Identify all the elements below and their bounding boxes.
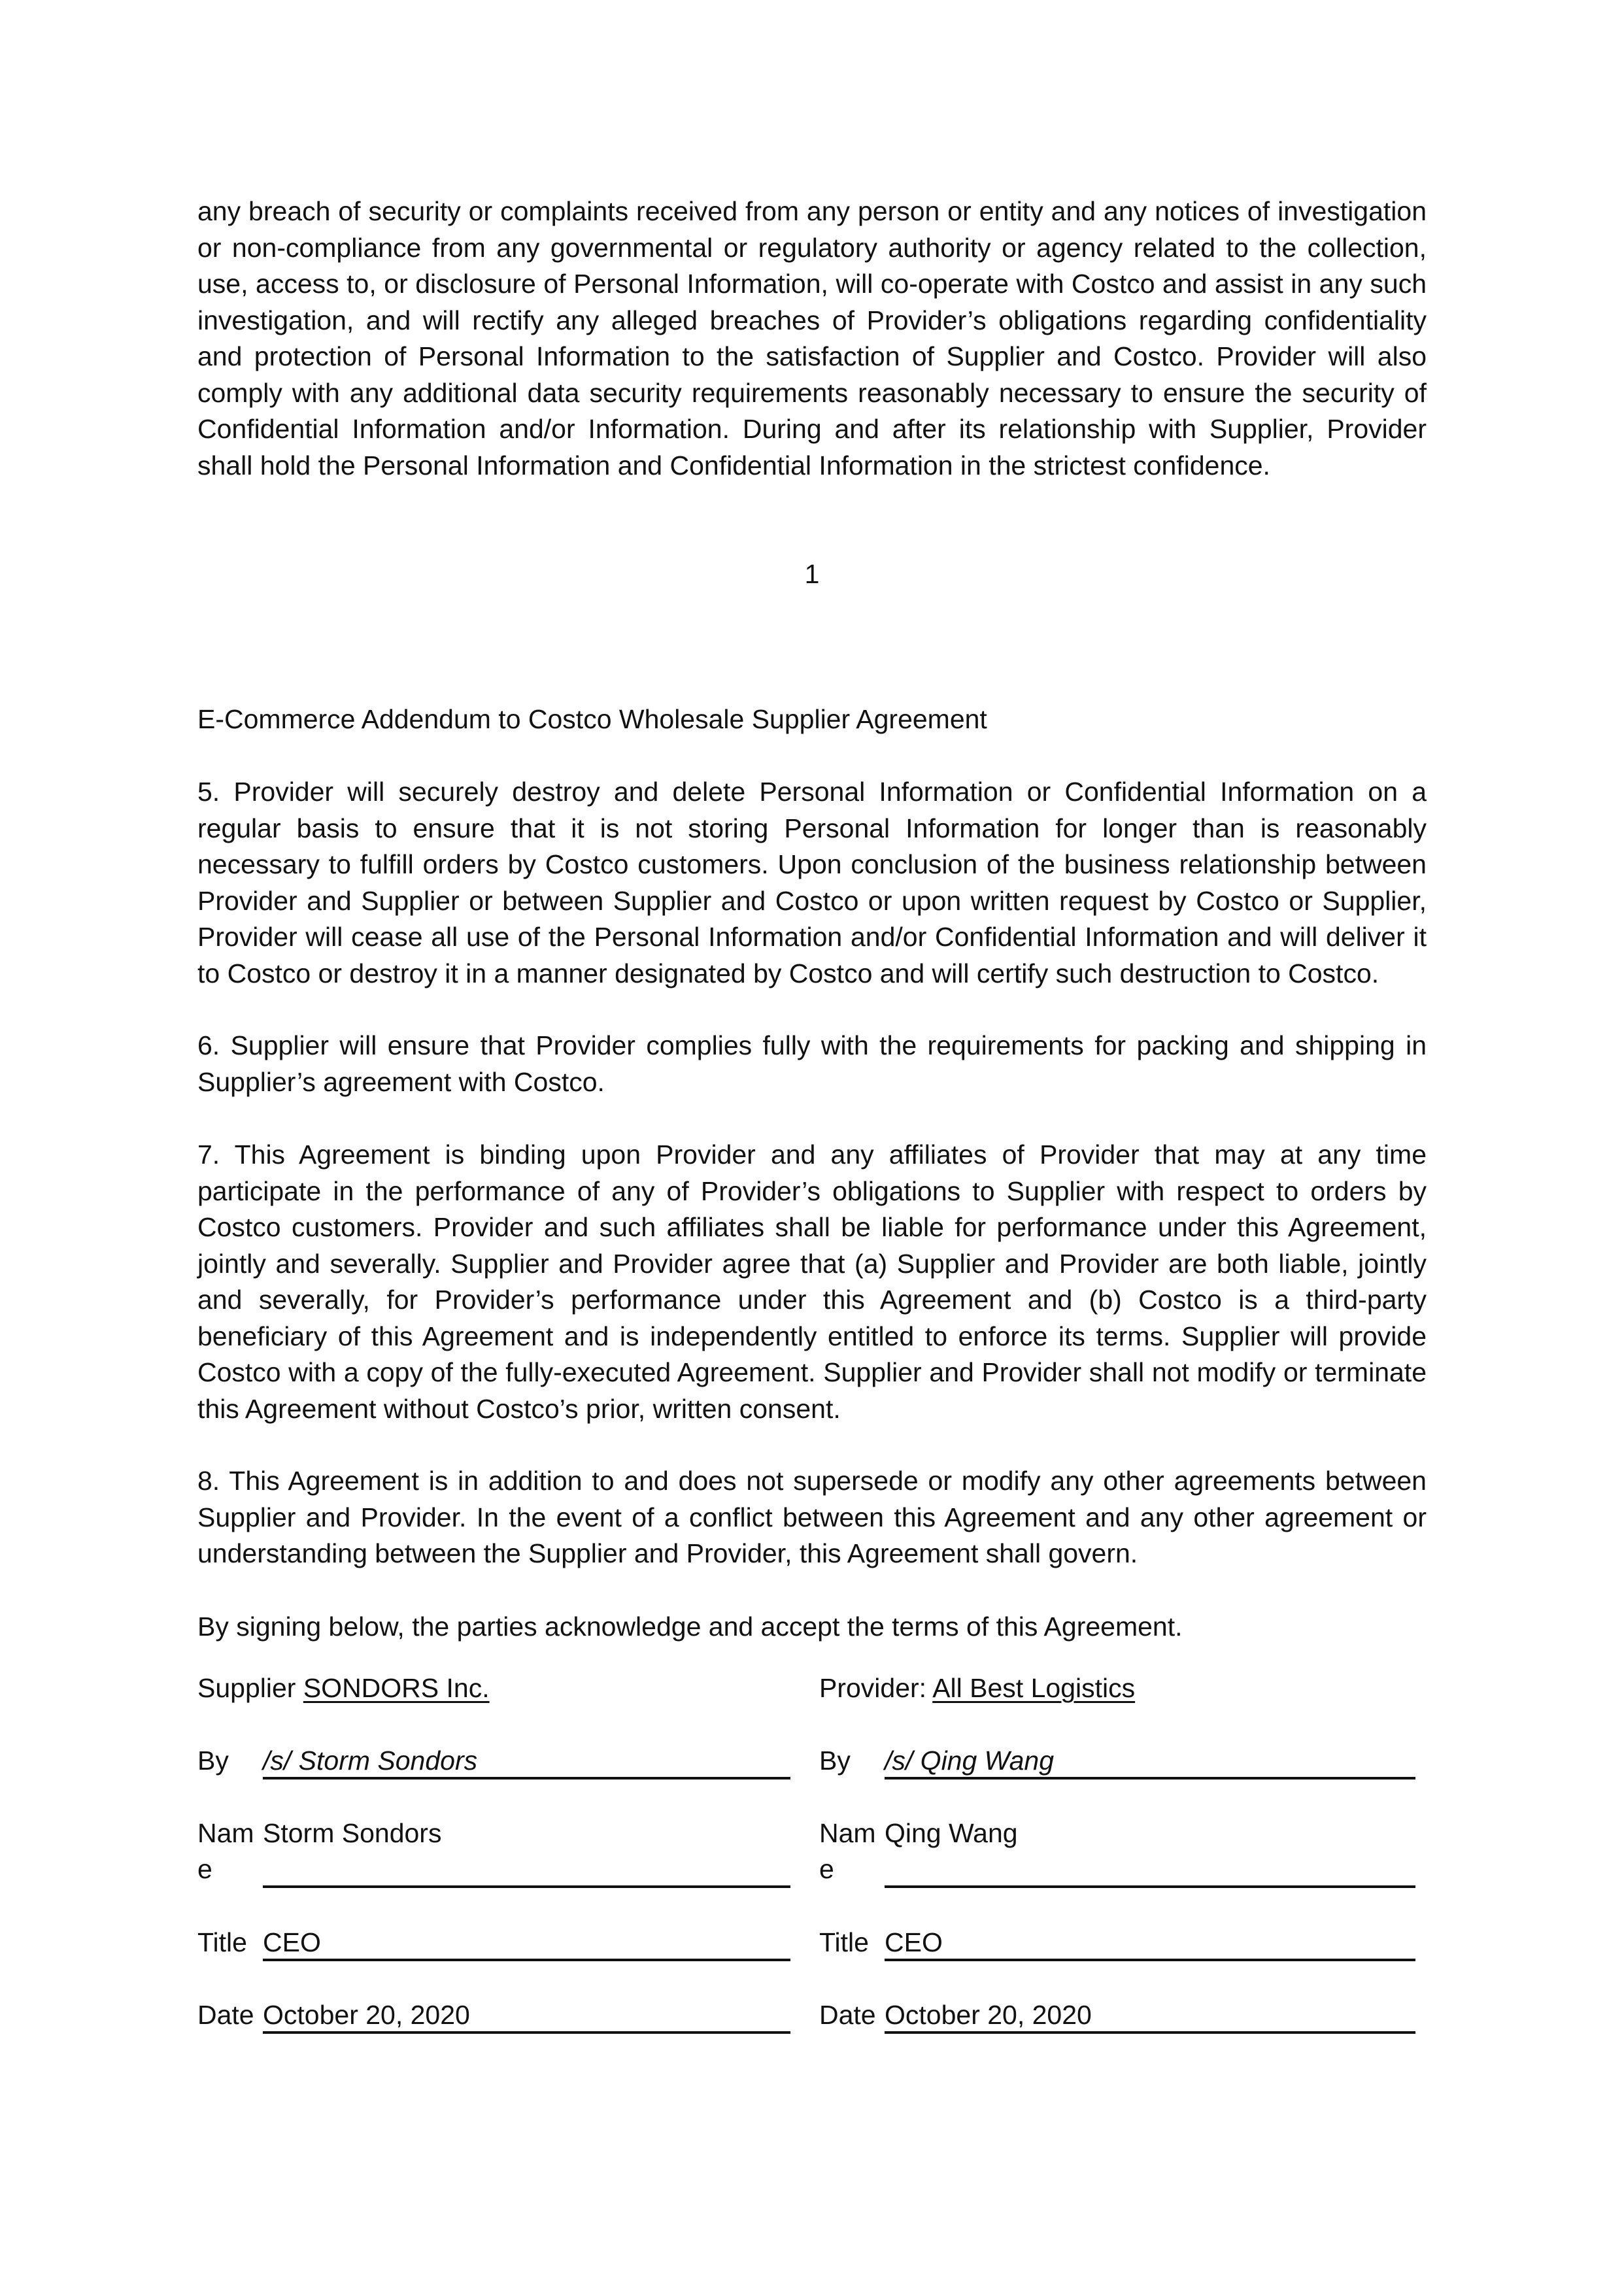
supplier-party-label: Supplier xyxy=(197,1673,303,1703)
provider-by-label: By xyxy=(819,1746,851,1776)
page-number: 1 xyxy=(804,559,820,589)
supplier-date-label: Date xyxy=(197,2000,254,2030)
provider-party-line xyxy=(819,1670,1414,1706)
paragraph-acknowledge: By signing below, the parties acknowledge and accept the terms of this Agreement. xyxy=(197,1611,1183,1642)
supplier-name-line xyxy=(263,1885,790,1888)
provider-name-label-line1: Nam xyxy=(819,1818,876,1848)
provider-signature-block xyxy=(819,1670,1414,2030)
provider-name-line xyxy=(885,1885,1415,1888)
supplier-title-label: Title xyxy=(197,1927,247,1957)
supplier-name-value: Storm Sondors xyxy=(263,1818,442,1848)
provider-party-label: Provider: xyxy=(819,1673,933,1703)
provider-name-label-line2: e xyxy=(819,1854,834,1884)
paragraph-continuation: any breach of security or complaints received from any person or entity and any notices of investigation or non-compliance from any governmental or regulatory authority or agency related to the collection, use, access to, or disclosure of Personal Information, will co-operate with Costco and assist in any such investigation, and will rectify any alleged breaches of Provider’s obligations regarding confidentiality and protection of Personal Information to the satisfaction of Supplier and Costco. Provider will also comply with any additional data security requirements reasonably necessary to ensure the security of Confidential Information and/or Information. During and after its relationship with Supplier, Provider shall hold the Personal Information and Confidential Information in the strictest confidence. xyxy=(197,196,1427,481)
supplier-title-value: CEO xyxy=(263,1927,321,1957)
provider-title-line xyxy=(885,1959,1415,1961)
supplier-date-value: October 20, 2020 xyxy=(263,2000,470,2030)
paragraph-7: 7. This Agreement is binding upon Provider and any affiliates of Provider that may at any time participate in the performance of any of Provider’s obligations to Supplier with respect to orders by Costco customers. Provider and such affiliates shall be liable for performance under this Agreement, jointly and severally. Supplier and Provider agree that (a) Supplier and Provider are both liable, jointly and severally, for Provider’s performance under this Agreement and (b) Costco is a third-party beneficiary of this Agreement and is independently entitled to enforce its terms. Supplier will provide Costco with a copy of the fully-executed Agreement. Supplier and Provider shall not modify or terminate this Agreement without Costco’s prior, written consent. xyxy=(197,1139,1427,1424)
supplier-by-label: By xyxy=(197,1746,229,1776)
provider-name-value: Qing Wang xyxy=(885,1818,1018,1848)
paragraph-8: 8. This Agreement is in addition to and does not supersede or modify any other agreements between Supplier and Provider. In the event of a conflict between this Agreement and any other agreement or understanding between the Supplier and Provider, this Agreement shall govern. xyxy=(197,1466,1427,1568)
supplier-party-line xyxy=(197,1670,792,1706)
supplier-name-label-line1: Nam xyxy=(197,1818,254,1848)
supplier-name-label xyxy=(197,1815,260,1887)
supplier-date-line xyxy=(263,2031,790,2034)
supplier-name-label-line2: e xyxy=(197,1854,212,1884)
supplier-by-signature: /s/ Storm Sondors xyxy=(263,1746,478,1776)
provider-date-value: October 20, 2020 xyxy=(885,2000,1092,2030)
provider-by-signature: /s/ Qing Wang xyxy=(885,1746,1055,1776)
provider-date-line xyxy=(885,2031,1415,2034)
paragraph-6: 6. Supplier will ensure that Provider complies fully with the requirements for packing and shipping in Supplier’s agreement with Costco. xyxy=(197,1030,1427,1097)
provider-date-label: Date xyxy=(819,2000,876,2030)
supplier-title-line xyxy=(263,1959,790,1961)
provider-party-name: All Best Logistics xyxy=(932,1673,1136,1703)
supplier-signature-block xyxy=(197,1670,792,2030)
supplier-by-signature-line xyxy=(263,1777,790,1780)
provider-title-label: Title xyxy=(819,1927,869,1957)
paragraph-5: 5. Provider will securely destroy and delete Personal Information or Confidential Information on a regular basis to ensure that it is not storing Personal Information for longer than is reasonably necessary to fulfill orders by Costco customers. Upon conclusion of the business relationship between Provider and Supplier or between Supplier and Costco or upon written request by Costco or Supplier, Provider will cease all use of the Personal Information and/or Confidential Information and will deliver it to Costco or destroy it in a manner designated by Costco and will certify such destruction to Costco. xyxy=(197,777,1427,988)
provider-by-signature-line xyxy=(885,1777,1415,1780)
supplier-party-name: SONDORS Inc. xyxy=(303,1673,490,1703)
document-header: E-Commerce Addendum to Costco Wholesale Supplier Agreement xyxy=(197,704,987,734)
provider-title-value: CEO xyxy=(885,1927,943,1957)
provider-name-label xyxy=(819,1815,881,1887)
